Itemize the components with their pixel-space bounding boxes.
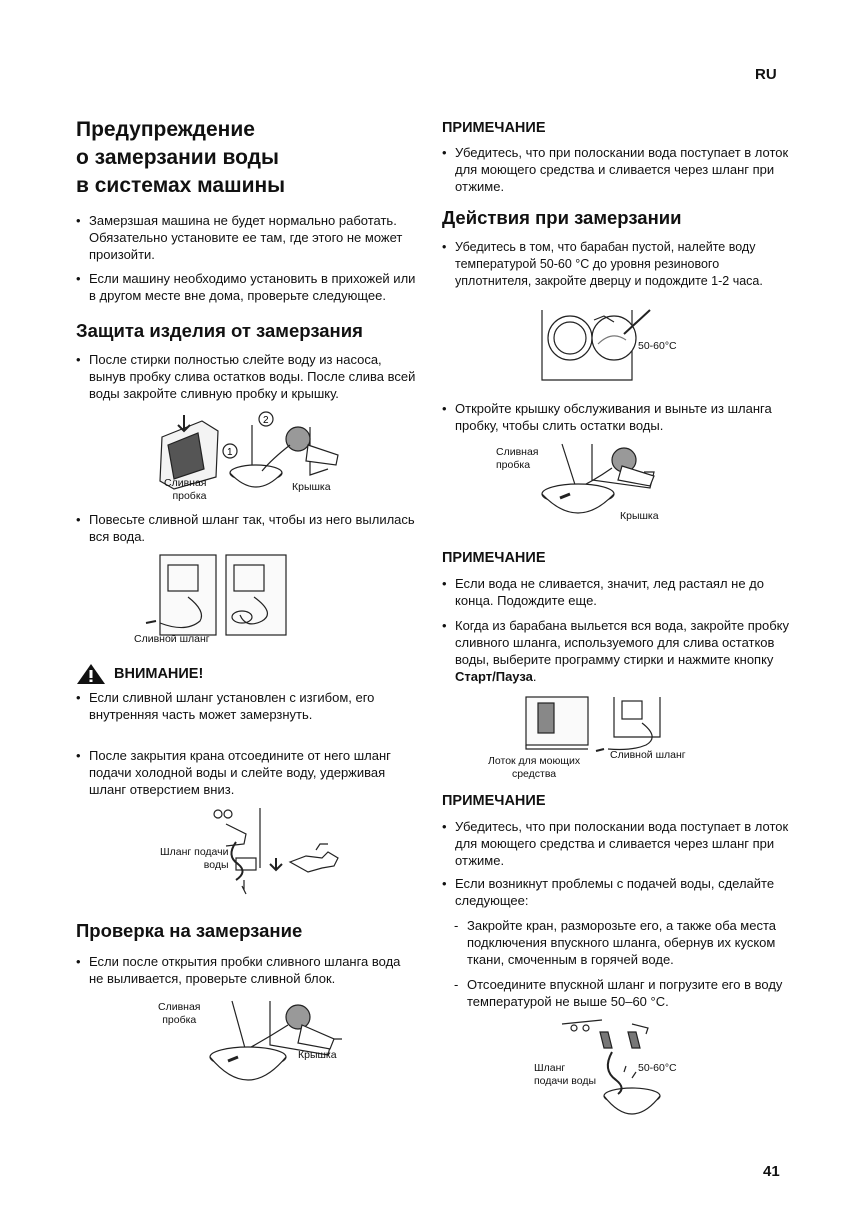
drain-plug-label: Сливная пробка [496,446,539,471]
note-title: ПРИМЕЧАНИЕ [442,550,546,566]
bullet-text: • Если вода не сливается, значит, лед растаял не до конца. Подождите еще. [442,575,792,609]
title-line: о замерзании воды [76,146,279,169]
dash-item: - Закройте кран, разморозьте его, а также оба места подключения впускного шланга, обернув их куском ткани, смоченным в горячей воде. [442,917,792,968]
drain-hose-label: Сливной шланг [610,749,686,761]
drain-hose-illustration [76,551,416,651]
note-title: ПРИМЕЧАНИЕ [442,120,546,136]
step-number: 2 [263,415,269,426]
drain-hose-label: Сливной шланг [134,633,210,645]
bullet-text: • После стирки полностью слейте воду из насоса, вынув пробку слива остатков воды. После слива всей воды закройте сливную пробку и крышку. [76,351,416,402]
left-column [76,116,416,1109]
figure-drain-hose [76,551,416,651]
bullet-text-part: Когда из барабана выльется вся вода, закройте пробку сливного шланга, используемого для слива остатков воды, выберите программу стирки и нажмите кнопку [455,618,790,667]
figure-hose-in-water [442,1018,792,1128]
warm-water-illustration [442,300,792,390]
temperature-label: 50-60°C [638,340,677,352]
figure-drain-check [76,999,416,1109]
temperature-label: 50-60°C [638,1062,677,1074]
section-title-protection: Защита изделия от замерзания [76,320,363,341]
page-number: 41 [763,1163,780,1180]
bullet-text: • Если машину необходимо установить в прихожей или в другом месте вне дома, проверьте следующее. [76,270,416,304]
bullet-text: • Замерзшая машина не будет нормально работать. Обязательно установите ее там, где этого не может произойти. [76,212,416,263]
figure-inlet-hose [76,806,416,902]
hose-in-water-illustration [442,1018,792,1128]
bullet-text: • Повесьте сливной шланг так, чтобы из него вылилась вся вода. [76,511,416,545]
warning-icon [76,663,106,685]
open-cover-illustration [442,442,792,536]
bullet-text [442,617,792,685]
bullet-text: • Если сливной шланг установлен с изгибом, его внутренняя часть может замерзнуть. [76,689,416,723]
drain-check-illustration [76,999,416,1109]
bullet-text: • После закрытия крана отсоедините от него шланг подачи холодной воды и слейте воду, удерживая шланг отверстием вниз. [76,747,416,798]
section-title-freeze-actions: Действия при замерзании [442,207,682,228]
cover-label: Крышка [298,1049,337,1061]
bullet-text: • Убедитесь, что при полоскании вода поступает в лоток для моющего средства и сливается через шланг при отжиме. [442,144,792,195]
cover-label: Крышка [620,510,659,522]
warning-title: ВНИМАНИЕ! [114,666,204,682]
section-title-freeze-check: Проверка на замерзание [76,920,303,941]
step-number: 1 [227,447,233,458]
drain-plug-label: Сливная пробка [158,1001,201,1026]
right-column [442,120,792,1128]
warning-header [76,663,416,685]
cover-label: Крышка [292,481,331,493]
title-line: Предупреждение [76,118,255,141]
note-title: ПРИМЕЧАНИЕ [442,793,546,809]
bullet-text: • Убедитесь в том, что барабан пустой, налейте воду температурой 50-60 °C до уровня резинового уплотнителя, закройте дверцу и подождите 1-2 часа. [442,239,792,290]
figure-open-cover [442,442,792,536]
inlet-hose-label: Шланг подачи воды [160,846,229,871]
figure-drain-plug [76,409,416,505]
language-label: RU [755,66,777,83]
drain-plug-label: Сливная пробка [164,477,207,502]
bullet-text: • Если после открытия пробки сливного шланга вода не выливается, проверьте сливной блок. [76,953,416,987]
section-title-freeze-warning [76,116,416,200]
figure-tray-hose [442,693,792,783]
drain-plug-illustration [76,409,416,505]
dash-item: - Отсоедините впускной шланг и погрузите его в воду температурой не выше 50–60 °C. [442,976,792,1010]
bullet-text: • Если возникнут проблемы с подачей воды, сделайте следующее: [442,875,792,909]
figure-warm-water [442,300,792,390]
bullet-text-part: . [532,669,537,684]
bullet-text: • Убедитесь, что при полоскании вода поступает в лоток для моющего средства и сливается через шланг при отжиме. [442,818,792,869]
detergent-tray-label: Лоток для моющих средства [488,755,581,780]
bullet-text: • Откройте крышку обслуживания и выньте из шланга пробку, чтобы слить остатки воды. [442,400,792,434]
inlet-hose-label: Шланг подачи воды [534,1062,597,1087]
inlet-hose-illustration [76,806,416,902]
title-line: в системах машины [76,174,286,197]
start-pause-label: Старт/Пауза [455,669,533,684]
